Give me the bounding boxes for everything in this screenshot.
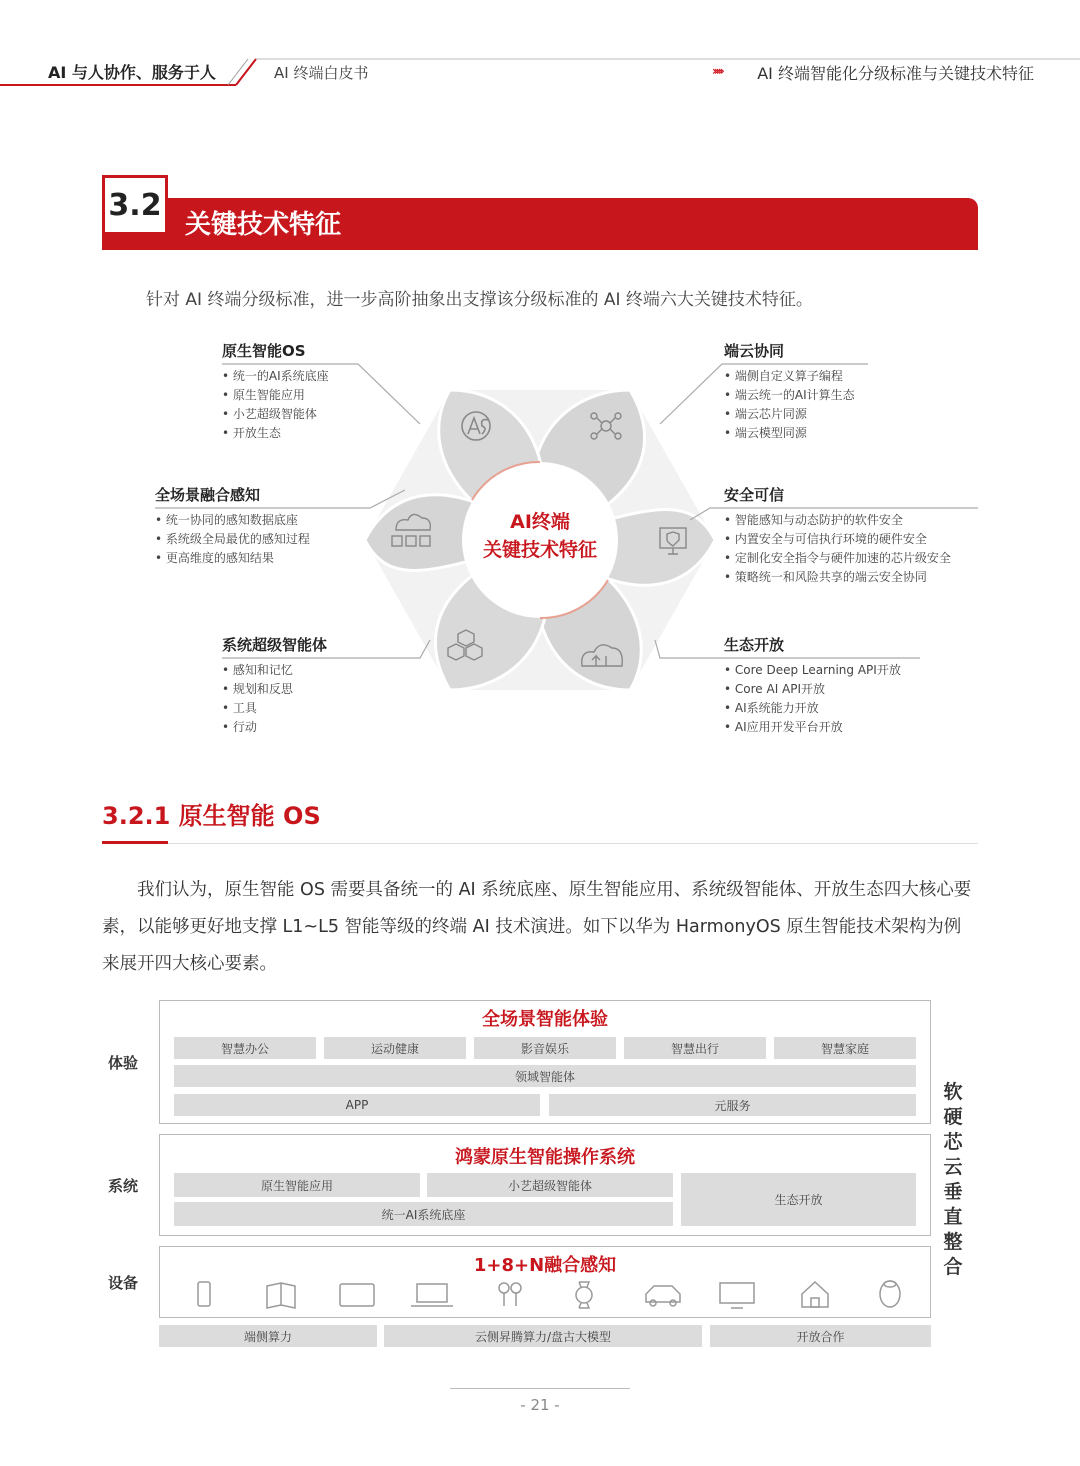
system-title: 鸿蒙原生智能操作系统 bbox=[455, 1147, 635, 1168]
feature-item: • 更高维度的感知结果 bbox=[155, 549, 310, 568]
feature-item: • 系统级全局最优的感知过程 bbox=[155, 530, 310, 549]
feature-security bbox=[724, 484, 951, 587]
feature-super-agent bbox=[222, 634, 327, 737]
laptop-icon bbox=[411, 1284, 453, 1306]
feature-item: • 端侧自定义算子编程 bbox=[724, 367, 855, 386]
app-cell: APP bbox=[174, 1094, 540, 1116]
phone-icon bbox=[198, 1282, 210, 1306]
tablet-icon bbox=[340, 1284, 374, 1306]
layer-label-system: 系统 bbox=[108, 1177, 139, 1195]
device-icons bbox=[159, 1274, 931, 1314]
home-icon bbox=[802, 1282, 828, 1307]
xiaoyi-agent-cell: 小艺超级智能体 bbox=[427, 1173, 673, 1197]
feature-ecosystem bbox=[724, 634, 901, 737]
meta-service-cell: 元服务 bbox=[549, 1094, 916, 1116]
scene-home: 智慧家庭 bbox=[774, 1037, 916, 1059]
subsection-paragraph: 我们认为，原生智能 OS 需要具备统一的 AI 系统底座、原生智能应用、系统级智能体、开放生态四大核心要素，以能够更好地支撑 L1~L5 智能等级的终端 AI 技术演进。如下以华为 HarmonyOS 原生智能技术架构为例来展开四大核心要素。 bbox=[102, 880, 972, 974]
footer-rule bbox=[450, 1388, 630, 1389]
feature-title: 原生智能OS bbox=[222, 342, 306, 360]
feature-item: • 原生智能应用 bbox=[222, 386, 329, 405]
subsection-rule bbox=[102, 843, 978, 844]
device-compute-cell: 端侧算力 bbox=[159, 1325, 377, 1347]
feature-item: • Core Deep Learning API开放 bbox=[724, 661, 901, 680]
section-title: 关键技术特征 bbox=[185, 210, 342, 240]
vertical-integration-label: 软硬芯云垂直整合 bbox=[943, 1081, 963, 1278]
feature-device-cloud bbox=[724, 340, 855, 443]
chevron-arrows-icon: ››››› bbox=[712, 64, 722, 78]
feature-item: • 规划和反思 bbox=[222, 680, 327, 699]
feature-item: • 端云模型同源 bbox=[724, 424, 855, 443]
diagram-center-line1: AI终端 bbox=[510, 511, 570, 533]
feature-item: • 端云芯片同源 bbox=[724, 405, 855, 424]
feature-item: • AI系统能力开放 bbox=[724, 699, 901, 718]
subsection-rule-accent bbox=[102, 841, 168, 844]
unified-ai-base-cell: 统一AI系统底座 bbox=[174, 1202, 673, 1226]
scene-health: 运动健康 bbox=[324, 1037, 466, 1059]
feature-title: 端云协同 bbox=[724, 342, 785, 360]
eco-open-cell: 生态开放 bbox=[681, 1173, 916, 1226]
header-tagline: AI 与人协作、服务于人 bbox=[48, 63, 216, 82]
feature-title: 生态开放 bbox=[724, 636, 785, 654]
feature-item: • 端云统一的AI计算生态 bbox=[724, 386, 855, 405]
native-app-cell: 原生智能应用 bbox=[174, 1173, 420, 1197]
tv-icon bbox=[720, 1283, 754, 1308]
header-book-title: AI 终端白皮书 bbox=[274, 64, 369, 82]
feature-item: • 开放生态 bbox=[222, 424, 329, 443]
feature-item: • 策略统一和风险共享的端云安全协同 bbox=[724, 568, 951, 587]
layer-label-device: 设备 bbox=[108, 1274, 139, 1292]
feature-title: 安全可信 bbox=[724, 486, 785, 504]
feature-title: 系统超级智能体 bbox=[222, 636, 328, 654]
feature-item: • 定制化安全指令与硬件加速的芯片级安全 bbox=[724, 549, 951, 568]
feature-native-os bbox=[222, 340, 329, 443]
feature-item: • Core AI API开放 bbox=[724, 680, 901, 699]
feature-title: 全场景融合感知 bbox=[155, 486, 261, 504]
feature-item: • 行动 bbox=[222, 718, 327, 737]
experience-title: 全场景智能体验 bbox=[482, 1009, 608, 1030]
section-intro: 针对 AI 终端分级标准，进一步高阶抽象出支撑该分级标准的 AI 终端六大关键技术特征。 bbox=[146, 290, 813, 310]
domain-agent: 领域智能体 bbox=[174, 1065, 916, 1087]
feature-item: • 智能感知与动态防护的软件安全 bbox=[724, 511, 951, 530]
feature-item: • AI应用开发平台开放 bbox=[724, 718, 901, 737]
header-chapter-title: AI 终端智能化分级标准与关键技术特征 bbox=[757, 64, 1034, 83]
subsection-title: 3.2.1 原生智能 OS bbox=[102, 802, 321, 830]
car-icon bbox=[646, 1286, 680, 1306]
device-title: 1+8+N融合感知 bbox=[473, 1255, 617, 1276]
feature-item: • 统一的AI系统底座 bbox=[222, 367, 329, 386]
section-number: 3.2 bbox=[102, 175, 168, 235]
foldable-icon bbox=[267, 1283, 295, 1308]
feature-item: • 感知和记忆 bbox=[222, 661, 327, 680]
feature-item: • 小艺超级智能体 bbox=[222, 405, 329, 424]
earbuds-icon bbox=[499, 1283, 521, 1306]
page-number: - 21 - bbox=[520, 1396, 560, 1414]
scene-entertainment: 影音娱乐 bbox=[474, 1037, 616, 1059]
feature-item: • 工具 bbox=[222, 699, 327, 718]
diagram-center-line2: 关键技术特征 bbox=[482, 539, 598, 561]
layer-label-experience: 体验 bbox=[108, 1054, 139, 1072]
cloud-compute-cell: 云侧昇腾算力/盘古大模型 bbox=[384, 1325, 702, 1347]
speaker-icon bbox=[880, 1281, 900, 1307]
feature-item: • 统一协同的感知数据底座 bbox=[155, 511, 310, 530]
feature-perception bbox=[155, 484, 310, 568]
watch-icon bbox=[576, 1282, 592, 1308]
open-cooperation-cell: 开放合作 bbox=[710, 1325, 931, 1347]
scene-office: 智慧办公 bbox=[174, 1037, 316, 1059]
feature-item: • 内置安全与可信执行环境的硬件安全 bbox=[724, 530, 951, 549]
scene-travel: 智慧出行 bbox=[624, 1037, 766, 1059]
